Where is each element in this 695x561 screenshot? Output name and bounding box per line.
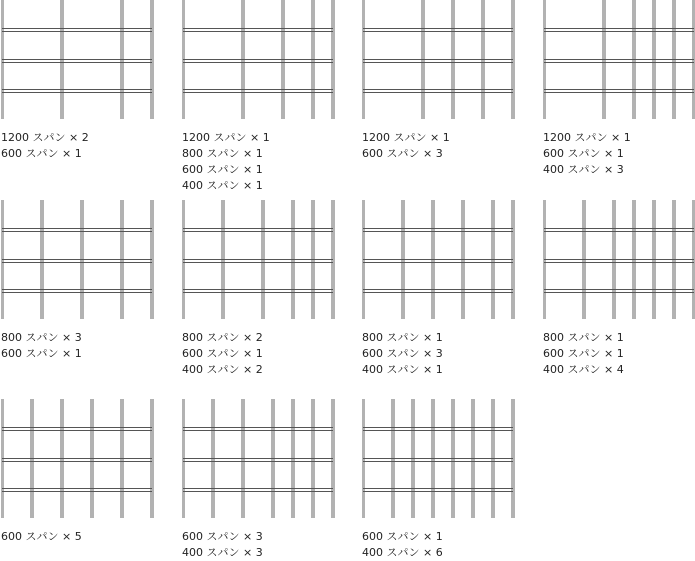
config-caption-1	[1, 130, 171, 162]
shelf-diagram-3	[362, 0, 532, 130]
config-caption-11	[362, 529, 532, 561]
caption-line: 600 スパン × 3	[362, 147, 443, 160]
caption-line: 600 スパン × 1	[543, 147, 624, 160]
config-cell-1	[1, 0, 171, 162]
caption-line: 600 スパン × 1	[362, 530, 443, 543]
caption-line: 600 スパン × 3	[362, 347, 443, 360]
shelf-diagram-8	[543, 200, 695, 330]
config-caption-3	[362, 130, 532, 162]
caption-line: 400 スパン × 2	[182, 363, 263, 376]
config-caption-2	[182, 130, 352, 194]
config-cell-6	[182, 200, 352, 378]
caption-line: 600 スパン × 3	[182, 530, 263, 543]
caption-line: 800 スパン × 1	[543, 331, 624, 344]
shelf-diagram-6	[182, 200, 352, 330]
config-cell-8	[543, 200, 695, 378]
config-cell-10	[182, 399, 352, 561]
caption-line: 600 スパン × 1	[543, 347, 624, 360]
shelf-diagram-5	[1, 200, 171, 330]
caption-line: 800 スパン × 3	[1, 331, 82, 344]
caption-line: 600 スパン × 1	[182, 347, 263, 360]
shelf-diagram-7	[362, 200, 532, 330]
config-cell-9	[1, 399, 171, 545]
caption-line: 1200 スパン × 1	[362, 131, 450, 144]
caption-line: 600 スパン × 5	[1, 530, 82, 543]
caption-line: 1200 スパン × 2	[1, 131, 89, 144]
caption-line: 1200 スパン × 1	[543, 131, 631, 144]
config-caption-8	[543, 330, 695, 378]
config-cell-2	[182, 0, 352, 194]
caption-line: 400 スパン × 1	[362, 363, 443, 376]
caption-line: 600 スパン × 1	[182, 163, 263, 176]
caption-line: 400 スパン × 3	[182, 546, 263, 559]
caption-line: 400 スパン × 3	[543, 163, 624, 176]
config-caption-4	[543, 130, 695, 178]
shelf-diagram-2	[182, 0, 352, 130]
caption-line: 600 スパン × 1	[1, 147, 82, 160]
config-caption-5	[1, 330, 171, 362]
caption-line: 600 スパン × 1	[1, 347, 82, 360]
config-cell-5	[1, 200, 171, 362]
config-cell-4	[543, 0, 695, 178]
caption-line: 800 スパン × 2	[182, 331, 263, 344]
caption-line: 800 スパン × 1	[182, 147, 263, 160]
shelf-diagram-1	[1, 0, 171, 130]
config-cell-3	[362, 0, 532, 162]
caption-line: 400 スパン × 6	[362, 546, 443, 559]
shelf-diagram-10	[182, 399, 352, 529]
shelf-diagram-4	[543, 0, 695, 130]
config-caption-7	[362, 330, 532, 378]
caption-line: 400 スパン × 4	[543, 363, 624, 376]
config-caption-10	[182, 529, 352, 561]
shelf-diagram-9	[1, 399, 171, 529]
config-caption-9	[1, 529, 171, 545]
config-caption-6	[182, 330, 352, 378]
caption-line: 400 スパン × 1	[182, 179, 263, 192]
config-cell-11	[362, 399, 532, 561]
shelf-diagram-11	[362, 399, 532, 529]
caption-line: 800 スパン × 1	[362, 331, 443, 344]
config-cell-7	[362, 200, 532, 378]
caption-line: 1200 スパン × 1	[182, 131, 270, 144]
